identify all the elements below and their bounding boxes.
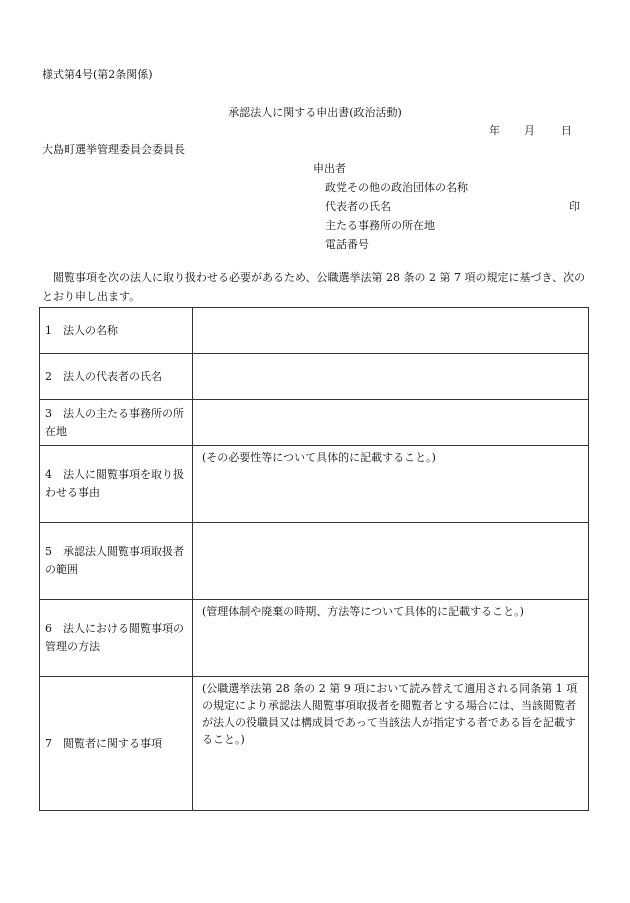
phone-label: 電話番号: [325, 238, 369, 251]
row-label: 4 法人に閲覧事項を取り扱わせる事由: [40, 446, 193, 523]
addressee: 大島町選挙管理委員会委員長: [42, 143, 185, 156]
row-value-field[interactable]: [193, 354, 589, 400]
row-label: 2 法人の代表者の氏名: [40, 354, 193, 400]
table-row: [40, 446, 589, 523]
table-row: [40, 400, 589, 446]
row-value-field[interactable]: (その必要性等について具体的に記載すること。): [193, 446, 589, 523]
date-day: 日: [561, 124, 572, 137]
date-year: 年: [489, 124, 500, 137]
row-value-field[interactable]: [193, 523, 589, 600]
form-number: 様式第4号(第2条関係): [42, 68, 153, 81]
row-value-field[interactable]: [193, 308, 589, 354]
table-row: [40, 523, 589, 600]
representative-name-label: 代表者の氏名: [325, 200, 391, 213]
document-title: 承認法人に関する申出書(政治活動): [228, 106, 402, 119]
application-table: [39, 307, 589, 811]
table-row: [40, 308, 589, 354]
intro-paragraph: 閲覧事項を次の法人に取り扱わせる必要があるため、公職選挙法第 28 条の 2 第 7 項の規定に基づき、次のとおり申し出ます。: [42, 271, 586, 303]
row-label: 1 法人の名称: [40, 308, 193, 354]
row-label: 3 法人の主たる事務所の所在地: [40, 400, 193, 446]
party-name-label: 政党その他の政治団体の名称: [325, 181, 468, 194]
row-label: 7 閲覧者に関する事項: [40, 677, 193, 811]
date-month: 月: [524, 124, 535, 137]
table-row: [40, 677, 589, 811]
seal-mark: 印: [569, 200, 580, 213]
row-value-field[interactable]: (管理体制や廃棄の時期、方法等について具体的に記載すること。): [193, 600, 589, 677]
row-value-field[interactable]: (公職選挙法第 28 条の 2 第 9 項において読み替えて適用される同条第 1 項の規定により承認法人閲覧事項取扱者を閲覧者とする場合には、当該閲覧者が法人の役職員又は構成員であって当該法人が指定する者である旨を記載すること。): [193, 677, 589, 811]
office-address-label: 主たる事務所の所在地: [325, 219, 435, 232]
table-row: [40, 600, 589, 677]
row-label: 5 承認法人閲覧事項取扱者の範囲: [40, 523, 193, 600]
row-value-field[interactable]: [193, 400, 589, 446]
applicant-heading: 申出者: [313, 162, 346, 175]
row-label: 6 法人における閲覧事項の管理の方法: [40, 600, 193, 677]
table-row: [40, 354, 589, 400]
